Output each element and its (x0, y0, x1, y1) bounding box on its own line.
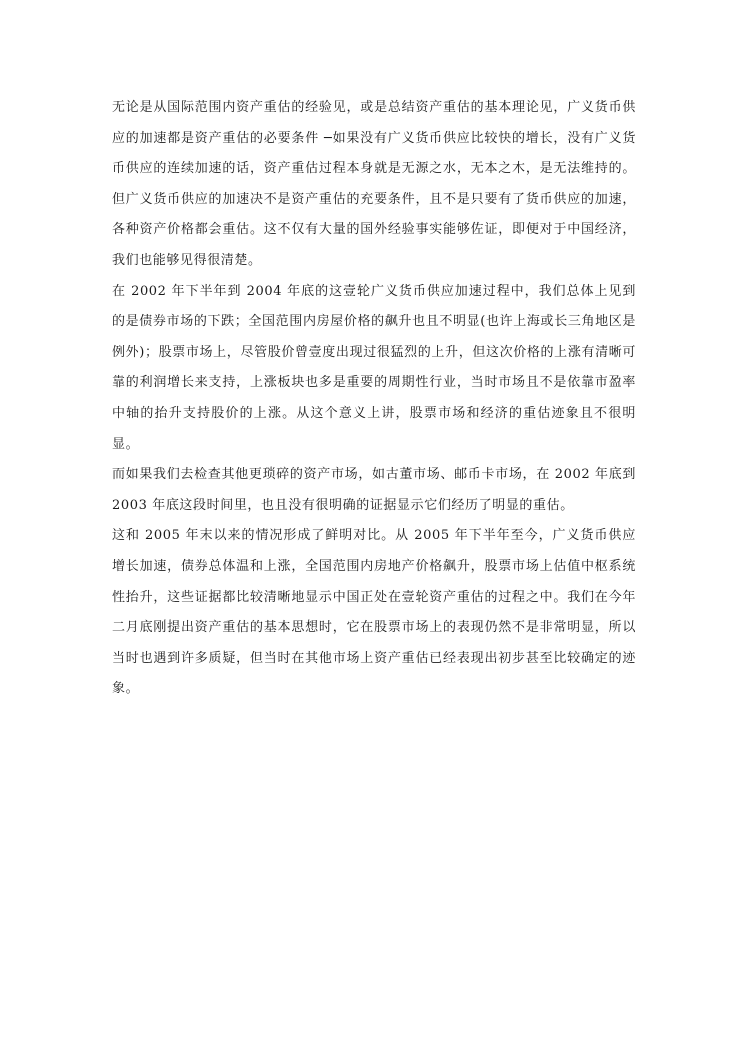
paragraph-1: 无论是从国际范围内资产重估的经验见，或是总结资产重估的基本理论见，广义货币供应的加速都是资产重估的必要条件 ─如果没有广义货币供应比较快的增长，没有广义货币供应的连续加速的话，资产重估过程本身就是无源之水，无本之木，是无法维持的。但广义货币供应的加速决不是资产重估的充要条件，且不是只要有了货币供应的加速，各种资产价格都会重估。这不仅有大量的国外经验事实能够佐证，即便对于中国经济，我们也能够见得很清楚。 (112, 100, 636, 268)
document-body (112, 93, 636, 705)
paragraph-3: 而如果我们去检查其他更琐碎的资产市场，如古董市场、邮币卡市场，在 2002 年底到 2003 年底这段时间里，也且没有很明确的证据显示它们经历了明显的重估。 (112, 467, 636, 513)
paragraph-4: 这和 2005 年末以来的情况形成了鲜明对比。从 2005 年下半年至今，广义货币供应增长加速，债券总体温和上涨，全国范围内房地产价格飙升，股票市场上估值中枢系统性抬升，这些证据都比较清晰地显示中国正处在壹轮资产重估的过程之中。我们在今年二月底刚提出资产重估的基本思想时，它在股票市场上的表现仍然不是非常明显，所以当时也遇到许多质疑，但当时在其他市场上资产重估已经表现出初步甚至比较确定的迹象。 (112, 528, 636, 697)
paragraph-2: 在 2002 年下半年到 2004 年底的这壹轮广义货币供应加速过程中，我们总体上见到的是债券市场的下跌；全国范围内房屋价格的飙升也且不明显(也许上海或长三角地区是例外)；股票市场上，尽管股价曾壹度出现过很猛烈的上升，但这次价格的上涨有清晰可靠的利润增长来支持，上涨板块也多是重要的周期性行业，当时市场且不是依靠市盈率中轴的抬升支持股价的上涨。从这个意义上讲，股票市场和经济的重估迹象且不很明显。 (112, 283, 636, 452)
